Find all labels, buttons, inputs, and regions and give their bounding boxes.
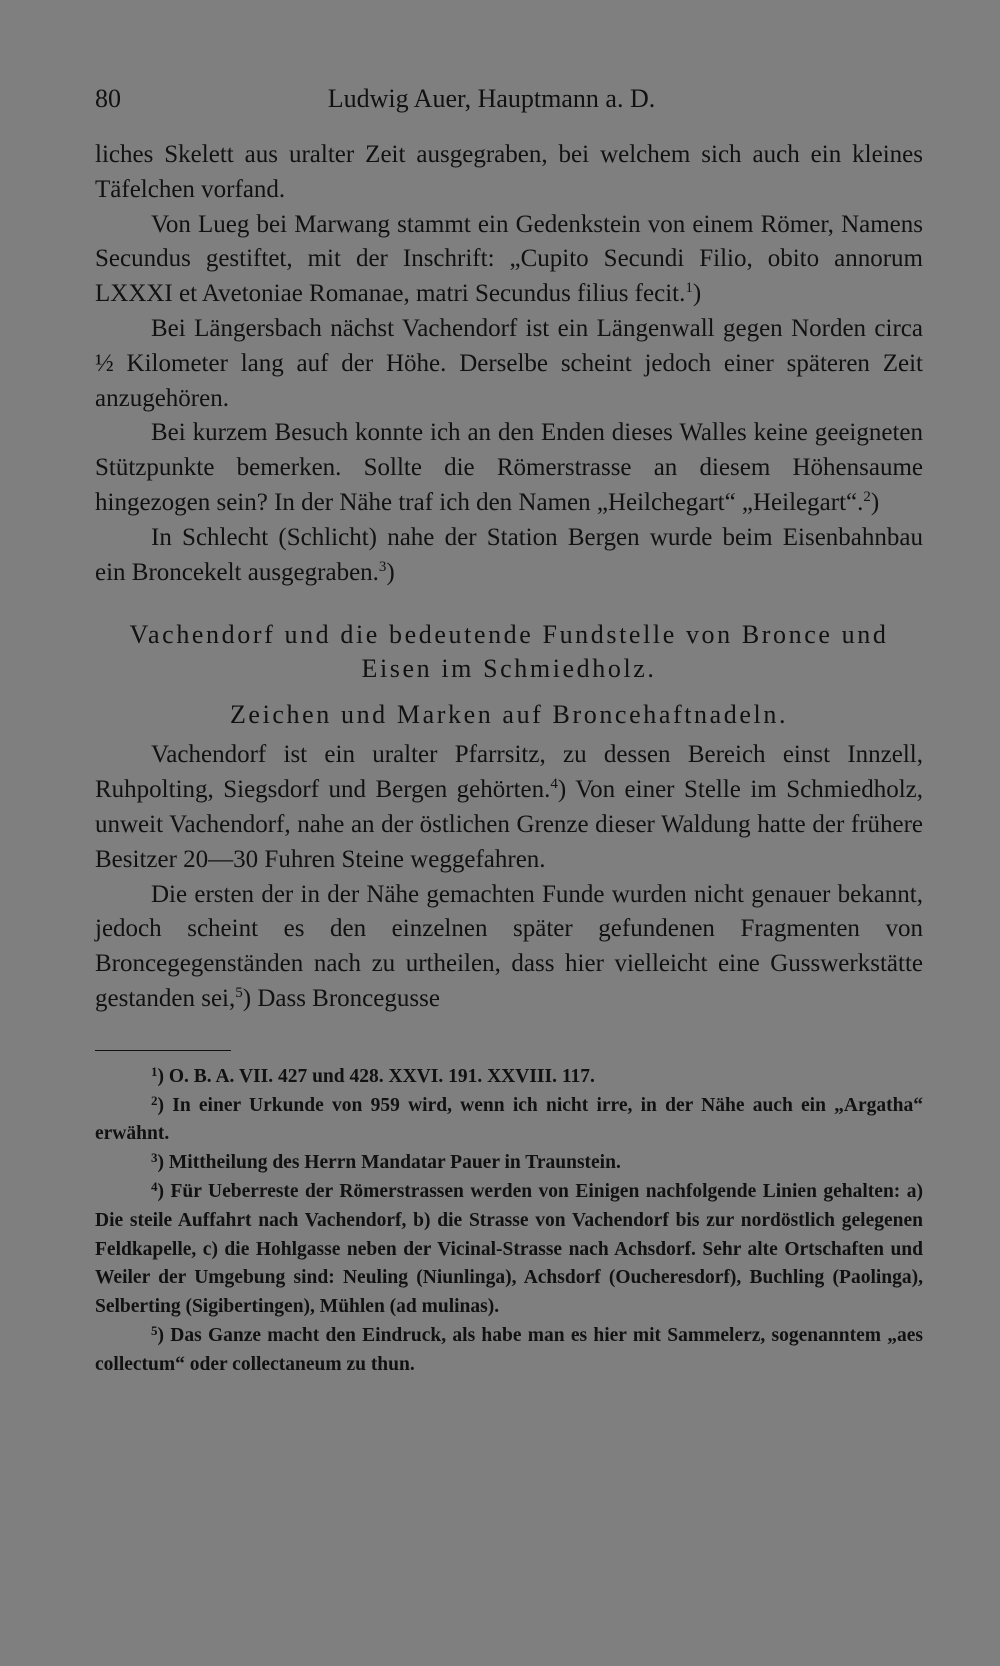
footnote-5: $^5$) Das Ganze macht den Eindruck, als habe man es hier mit Sammelerz, sogenanntem „aes collectum“ oder collectaneum zu thun. [95,1322,923,1375]
paragraph-2: Von Lueg bei Marwang stammt ein Gedenkstein von einem Römer, Namens Secundus gestiftet, mit der Inschrift: „Cupito Secundi Filio, obito annorum LXXXI et Avetoniae Romanae, matri Secundus filius fecit.$^1$) [95,210,923,308]
paragraph-7-text-a: Die ersten der in der Nähe gemachten Funde wurden nicht genauer bekannt, jedoch scheint es den einzelnen später gefundenen Fragmenten von Broncegegenständen nach zu urtheilen, dass hier vielleicht eine Gusswerkstätte gestanden sei, [95,880,923,1012]
footnote-ref-4: 4 [550,776,558,793]
footnote-3-text: Mittheilung des Herrn Mandatar Pauer in Traunstein. [168,1152,621,1174]
footnote-ref-5: 5 [235,984,243,1001]
footnote-4-marker: 4 [151,1178,158,1194]
subsection-heading: Zeichen und Marken auf Broncehaftnadeln. [229,700,789,730]
paragraph-6-text-a: Vachendorf ist ein uralter Pfarrsitz, zu dessen Bereich einst Innzell, Ruhpolting, Siegsdorf und Bergen gehörten. [95,741,923,804]
footnote-3-marker: 3 [151,1150,158,1166]
paragraph-4-text: Bei kurzem Besuch konnte ich an den Enden dieses Walles keine geeigneten Stützpunkte bemerken. Sollte die Römerstrasse an diesem Höhensaume hingezogen sein? In der Nähe traf ich den Namen „Heilchegart“ „Heilegart“. [95,419,923,516]
footnote-ref-3: 3 [378,558,387,575]
footnote-5-marker: 5 [151,1322,158,1338]
paragraph-6: Vachendorf ist ein uralter Pfarrsitz, zu dessen Bereich einst Innzell, Ruhpolting, Siegsdorf und Bergen gehörten.$^4$) Von einer Stelle im Schmiedholz, unweit Vachendorf, nahe an der östlichen Grenze dieser Waldung hatte der frühere Besitzer 20—30 Fuhren Steine weggefahren. [95,741,924,873]
footnotes [95,1063,923,1380]
paragraph-5-text: In Schlecht (Schlicht) nahe der Station Bergen wurde beim Eisenbahnbau ein Broncekelt ausgegraben. [95,523,923,586]
paragraph-6-text-b: Von einer Stelle im Schmiedholz, unweit Vachendorf, nahe an der östlichen Grenze dieser Waldung hatte der frühere Besitzer 20—30 Fuhren Steine weggefahren. [95,776,924,873]
footnote-2: $^2$) In einer Urkunde von 959 wird, wenn ich nicht irre, in der Nähe auch ein „Argatha“ erwähnt. [95,1092,924,1145]
footnote-4: $^4$) Für Ueberreste der Römerstrassen werden von Einigen nachfolgende Linien gehalten: a) Die steile Auffahrt nach Vachendorf, b) die Strasse von Vachendorf bis zur nordöstlich gelegenen Feldkapelle, c) die Hohlgasse neben der Vicinal-Strasse nach Achsdorf. Sehr alte Ortschaften und Weiler der Umgebung sind: Neuling (Niunlinga), Achsdorf (Oucheresdorf), Buchling (Paolinga), Selberting (Sigibertingen), Mühlen (ad mulinas). [95,1178,923,1318]
footnote-1-text: O. B. A. VII. 427 und 428. XXVI. 191. XXVIII. 117. [168,1065,595,1087]
page-header [95,84,923,124]
footnote-1: $^1$) O. B. A. VII. 427 und 428. XXVI. 191. XXVIII. 117. [151,1063,595,1087]
paragraph-2-text: Von Lueg bei Marwang stammt ein Gedenkstein von einem Römer, Namens Secundus gestiftet, mit der Inschrift: „Cupito Secundi Filio, obito annorum LXXXI et Avetoniae Romanae, matri Secundus filius fecit. [95,210,923,308]
footnote-2-marker: 2 [151,1092,158,1108]
paragraph-4: Bei kurzem Besuch konnte ich an den Enden dieses Walles keine geeigneten Stützpunkte bemerken. Sollte die Römerstrasse an diesem Höhensaume hingezogen sein? In der Nähe traf ich den Namen „Heilchegart“ „Heilegart“.$^2$) [95,419,923,516]
paragraph-1 [95,138,923,208]
footnote-3: $^3$) Mittheilung des Herrn Mandatar Pauer in Traunstein. [151,1150,621,1174]
paragraph-7: Die ersten der in der Nähe gemachten Funde wurden nicht genauer bekannt, jedoch scheint es den einzelnen später gefundenen Fragmenten von Broncegegenständen nach zu urtheilen, dass hier vielleicht eine Gusswerkstätte gestanden sei,$^5$) Dass Broncegusse [95,880,923,1012]
footnote-2-text: In einer Urkunde von 959 wird, wenn ich nicht irre, in der Nähe auch ein „Argatha“ erwähnt. [95,1094,924,1145]
paragraph-7-text-b: Dass Broncegusse [251,984,440,1012]
footnote-separator [95,1050,231,1051]
page-number: 80 [95,84,121,113]
footnote-ref-2: 2 [863,488,871,505]
footnote-5-text: Das Ganze macht den Eindruck, als habe man es hier mit Sammelerz, sogenanntem „aes collectum“ oder collectaneum zu thun. [95,1324,923,1375]
paragraph-3-text: Bei Längersbach nächst Vachendorf ist ein Längenwall gegen Norden circa ½ Kilometer lang auf der Höhe. Derselbe scheint jedoch einer späteren Zeit anzugehören. [95,314,923,412]
book-page [95,84,923,1380]
footnote-4-text: Für Ueberreste der Römerstrassen werden von Einigen nachfolgende Linien gehalten: a) Die steile Auffahrt nach Vachendorf, b) die Strasse von Vachendorf bis zur nordöstlich gelegenen Feldkapelle, c) die Hohlgasse neben der Vicinal-Strasse nach Achsdorf. Sehr alte Ortschaften und Weiler der Umgebung sind: Neuling (Niunlinga), Achsdorf (Oucheresdorf), Buchling (Paolinga), Selberting (Sigibertingen), Mühlen (ad mulinas). [95,1180,923,1318]
paragraph-3 [95,312,923,416]
footnote-ref-1: 1 [685,280,693,297]
paragraph-1-text: liches Skelett aus uralter Zeit ausgegraben, bei welchem sich auch ein kleines Täfelchen vorfand. [95,141,923,203]
paragraph-5: In Schlecht (Schlicht) nahe der Station Bergen wurde beim Eisenbahnbau ein Broncekelt ausgegraben.$^3$) [95,523,923,586]
section-heading: Vachendorf und die bedeutende Fundstelle von Bronce und Eisen im Schmiedholz. [129,620,889,684]
running-title: Ludwig Auer, Hauptmann a. D. [327,84,656,113]
footnote-1-marker: 1 [151,1063,158,1079]
